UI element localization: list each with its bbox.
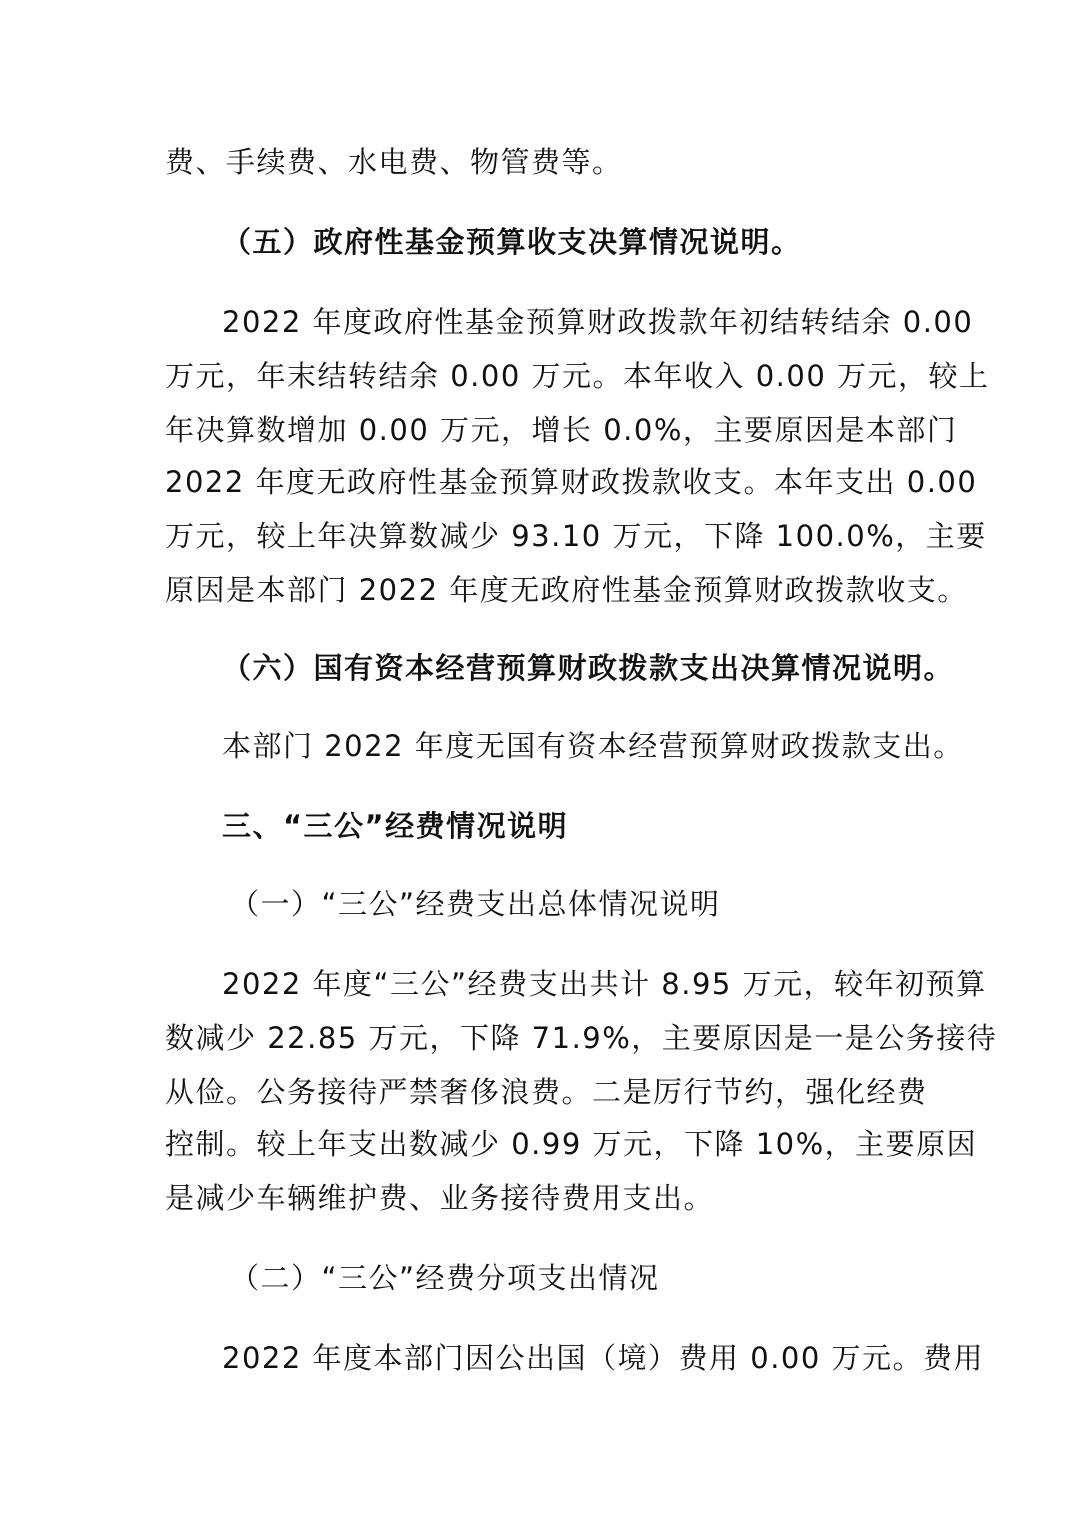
paragraph-line: 从俭。公务接待严禁奢侈浪费。二是厉行节约，强化经费 [165,1075,928,1109]
paragraph-line: 2022 年度政府性基金预算财政拨款年初结转结余 0.00 [222,305,974,339]
paragraph-line: 2022 年度“三公”经费支出共计 8.95 万元，较年初预算 [222,967,987,1001]
paragraph-line: 万元，较上年决算数减少 93.10 万元，下降 100.0%，主要 [165,519,987,553]
section-heading-three: 三、“三公”经费情况说明 [222,809,569,843]
paragraph-line: 2022 年度无政府性基金预算财政拨款收支。本年支出 0.00 [165,465,978,499]
paragraph-line: 原因是本部门 2022 年度无政府性基金预算财政拨款收支。 [165,573,968,607]
subsection-heading-one: （一）“三公”经费支出总体情况说明 [230,887,721,921]
paragraph-line: 年决算数增加 0.00 万元，增长 0.0%，主要原因是本部门 [165,413,958,447]
paragraph-line: 是减少车辆维护费、业务接待费用支出。 [165,1181,715,1215]
paragraph-line: 万元，年末结转结余 0.00 万元。本年收入 0.00 万元，较上 [165,359,990,393]
paragraph-line: 费、手续费、水电费、物管费等。 [165,145,623,179]
subsection-heading-two: （二）“三公”经费分项支出情况 [230,1261,660,1295]
section-heading-six: （六）国有资本经营预算财政拨款支出决算情况说明。 [222,651,955,685]
section-heading-five: （五）政府性基金预算收支决算情况说明。 [222,225,802,259]
paragraph-line: 控制。较上年支出数减少 0.99 万元，下降 10%，主要原因 [165,1127,978,1161]
paragraph-line: 2022 年度本部门因公出国（境）费用 0.00 万元。费用 [222,1341,985,1375]
paragraph-line: 数减少 22.85 万元，下降 71.9%，主要原因是一是公务接待 [165,1021,998,1055]
paragraph-line: 本部门 2022 年度无国有资本经营预算财政拨款支出。 [222,729,964,763]
